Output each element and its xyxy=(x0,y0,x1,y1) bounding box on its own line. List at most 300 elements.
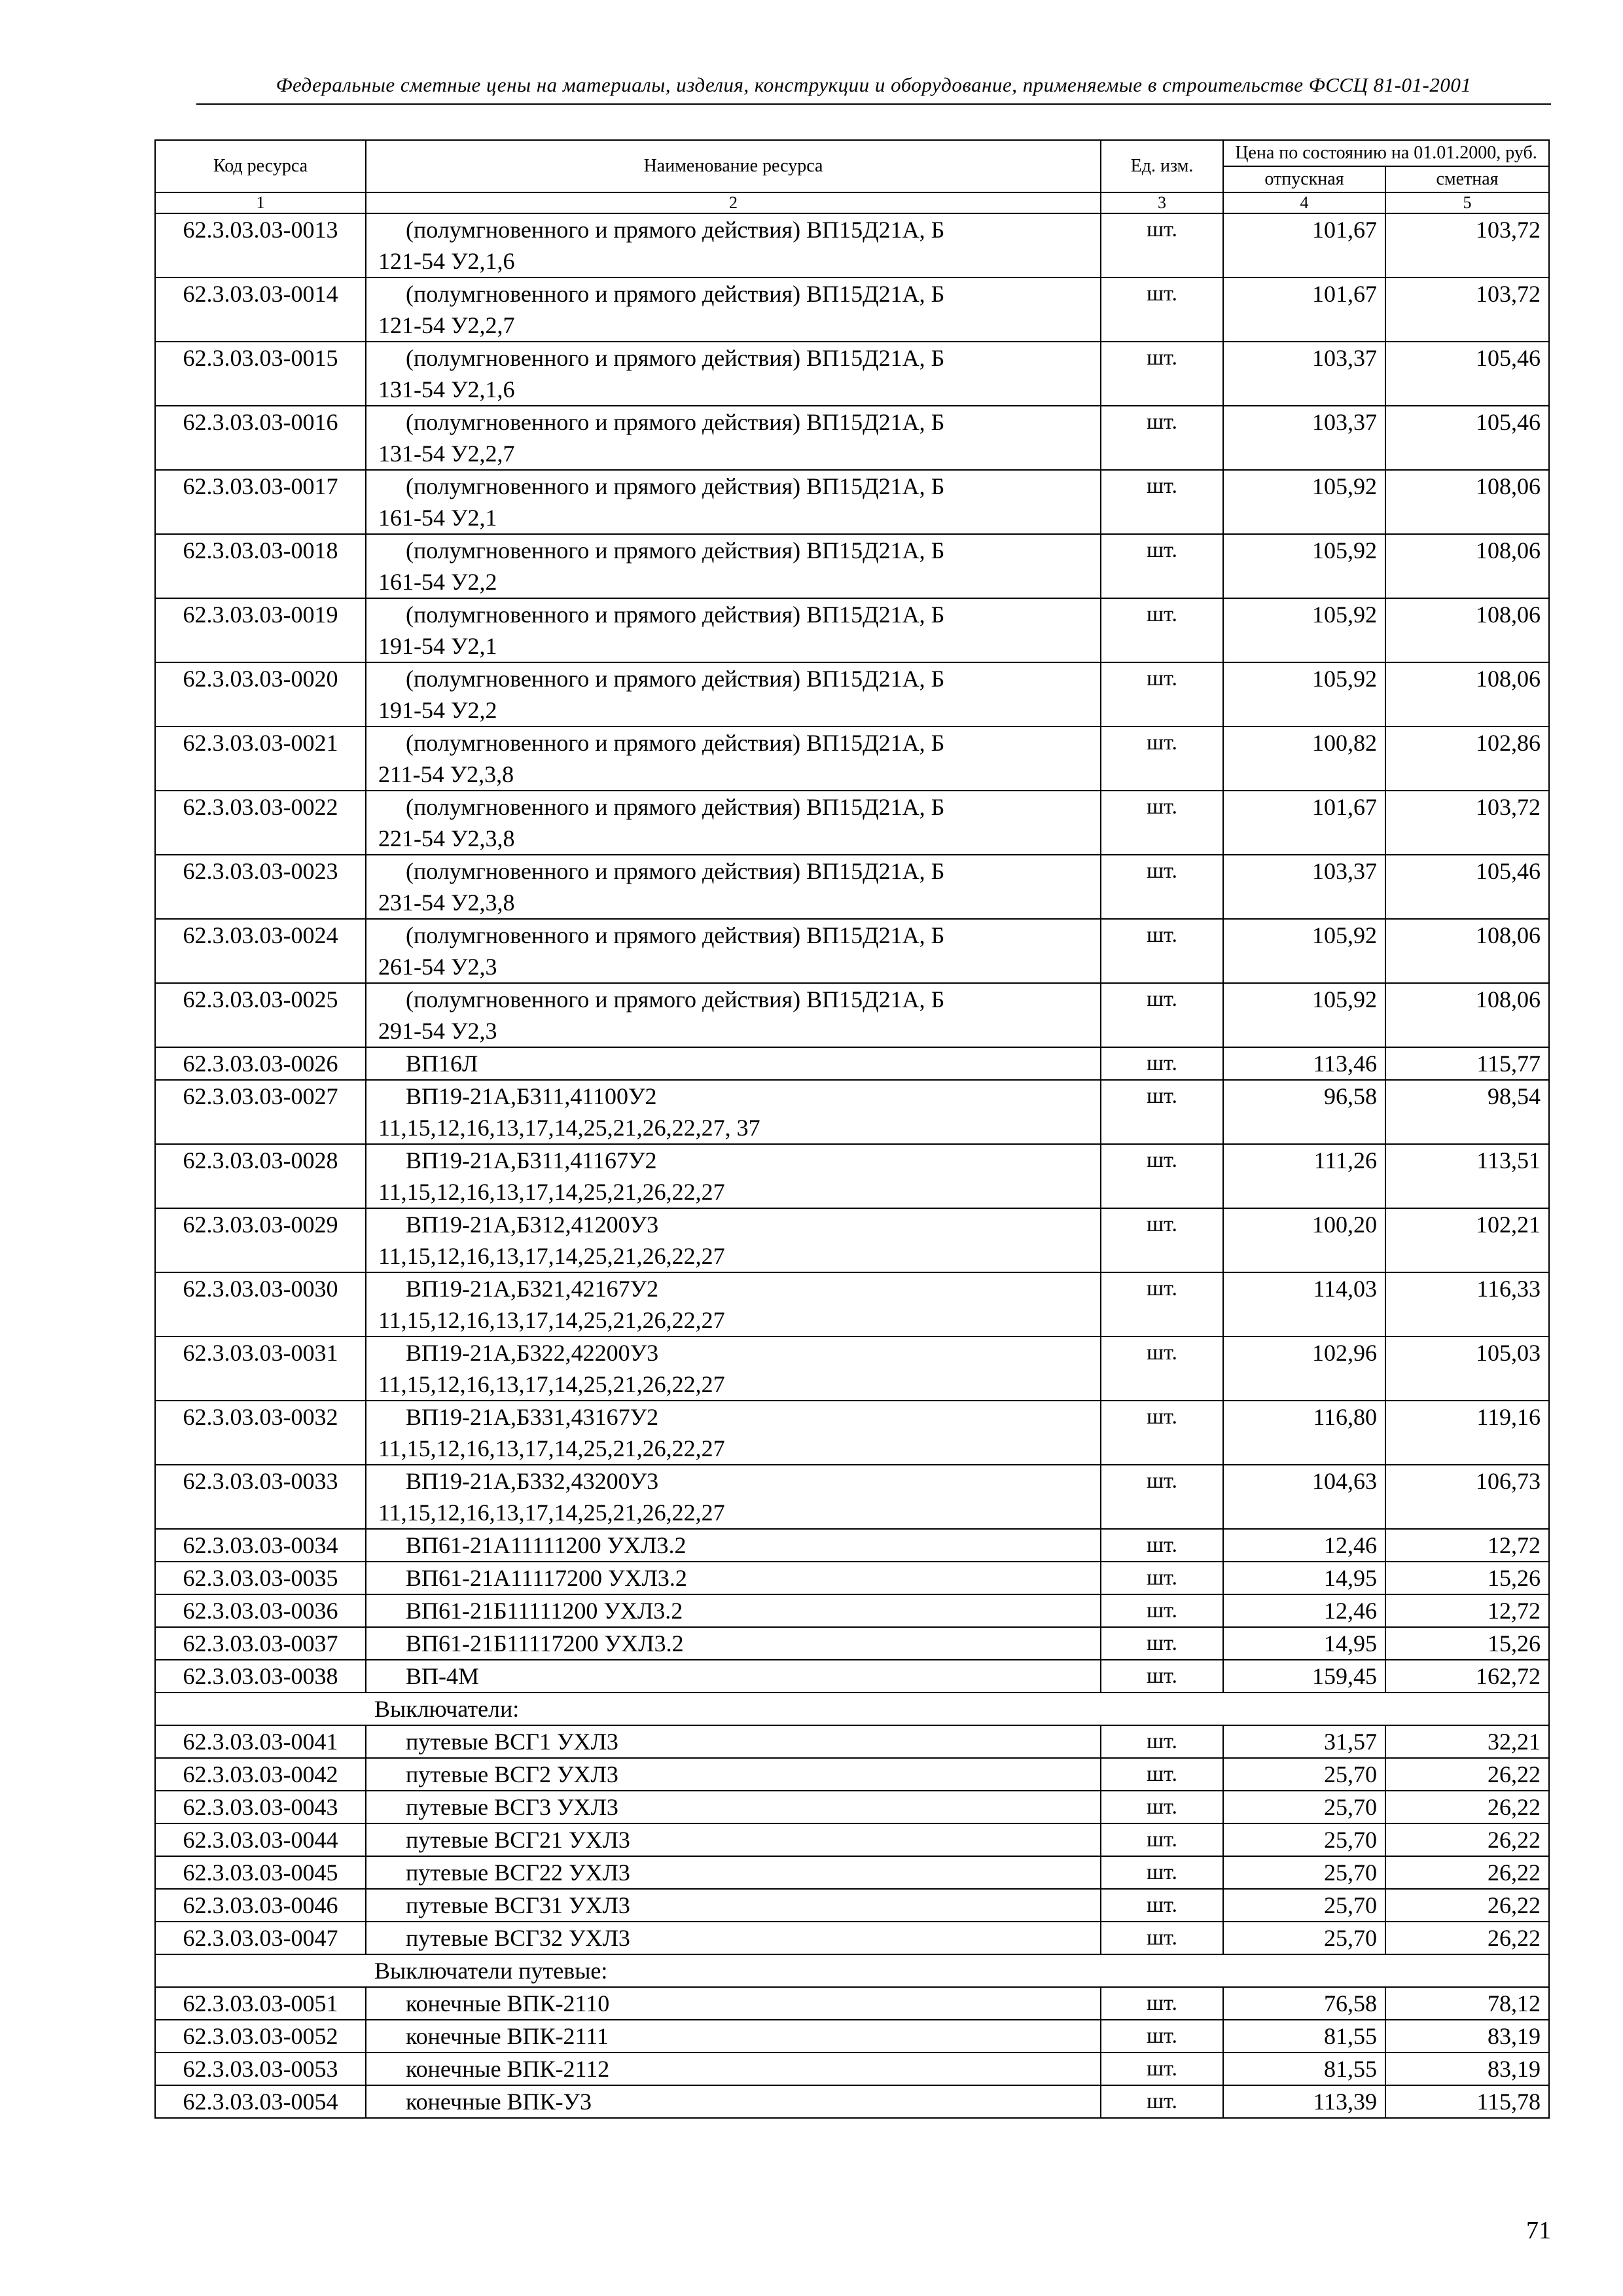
release-price: 25,70 xyxy=(1223,1823,1385,1856)
section-title: Выключатели путевые: xyxy=(155,1954,1549,1987)
resource-name-line: (полумгновенного и прямого действия) ВП15Д21А, Б xyxy=(406,794,945,820)
estimate-price: 26,22 xyxy=(1385,1758,1549,1791)
resource-name xyxy=(366,1725,1101,1758)
col-number: 4 xyxy=(1223,192,1385,213)
estimate-price: 106,73 xyxy=(1385,1465,1549,1529)
release-price: 116,80 xyxy=(1223,1401,1385,1465)
resource-name-line: (полумгновенного и прямого действия) ВП15Д21А, Б xyxy=(406,345,945,371)
resource-name-continuation: 161-54 У2,2 xyxy=(378,569,497,595)
unit: шт. xyxy=(1101,213,1223,278)
table-row xyxy=(155,213,1549,278)
unit: шт. xyxy=(1101,598,1223,662)
estimate-price: 26,22 xyxy=(1385,1889,1549,1922)
resource-name-line: ВП-4М xyxy=(406,1663,480,1689)
unit: шт. xyxy=(1101,1047,1223,1080)
resource-name-line: ВП61-21А11117200 УХЛ3.2 xyxy=(406,1565,687,1591)
release-price: 25,70 xyxy=(1223,1856,1385,1889)
resource-name-continuation: 261-54 У2,3 xyxy=(378,954,497,980)
resource-name-continuation: 161-54 У2,1 xyxy=(378,505,497,531)
resource-code: 62.3.03.03-0038 xyxy=(155,1660,366,1693)
resource-name-line: ВП19-21А,Б312,41200У3 xyxy=(406,1211,659,1238)
estimate-price: 108,06 xyxy=(1385,470,1549,534)
table-row xyxy=(155,1987,1549,2020)
unit: шт. xyxy=(1101,1594,1223,1627)
table-row xyxy=(155,278,1549,342)
unit: шт. xyxy=(1101,534,1223,598)
resource-name xyxy=(366,1144,1101,1208)
table-row xyxy=(155,1725,1549,1758)
resource-name-line: конечные ВПК-2112 xyxy=(406,2056,610,2082)
resource-code: 62.3.03.03-0013 xyxy=(155,213,366,278)
resource-name-line: (полумгновенного и прямого действия) ВП15Д21А, Б xyxy=(406,473,945,499)
resource-code: 62.3.03.03-0016 xyxy=(155,406,366,470)
resource-code: 62.3.03.03-0028 xyxy=(155,1144,366,1208)
resource-name-line: путевые ВСГ32 УХЛ3 xyxy=(406,1925,630,1951)
col-header-unit: Ед. изм. xyxy=(1101,140,1223,192)
resource-name xyxy=(366,1922,1101,1954)
resource-name-line: (полумгновенного и прямого действия) ВП15Д21А, Б xyxy=(406,537,945,564)
resource-name-line: (полумгновенного и прямого действия) ВП15Д21А, Б xyxy=(406,281,945,307)
resource-name-continuation: 231-54 У2,3,8 xyxy=(378,889,515,916)
resource-code: 62.3.03.03-0017 xyxy=(155,470,366,534)
table-row xyxy=(155,1791,1549,1823)
estimate-price: 83,19 xyxy=(1385,2020,1549,2053)
unit: шт. xyxy=(1101,1208,1223,1272)
resource-name xyxy=(366,1823,1101,1856)
unit: шт. xyxy=(1101,1562,1223,1594)
resource-name xyxy=(366,213,1101,278)
estimate-price: 103,72 xyxy=(1385,213,1549,278)
unit: шт. xyxy=(1101,1529,1223,1562)
table-row xyxy=(155,1401,1549,1465)
release-price: 76,58 xyxy=(1223,1987,1385,2020)
section-switches xyxy=(155,1693,1549,1725)
unit: шт. xyxy=(1101,1823,1223,1856)
resource-code: 62.3.03.03-0051 xyxy=(155,1987,366,2020)
unit: шт. xyxy=(1101,1465,1223,1529)
estimate-price: 26,22 xyxy=(1385,1856,1549,1889)
table-row xyxy=(155,1758,1549,1791)
resource-code: 62.3.03.03-0042 xyxy=(155,1758,366,1791)
resource-name-line: конечные ВПК-2111 xyxy=(406,2023,609,2049)
release-price: 113,46 xyxy=(1223,1047,1385,1080)
header-rule xyxy=(196,103,1551,105)
resource-name xyxy=(366,278,1101,342)
release-price: 105,92 xyxy=(1223,919,1385,983)
page-number: 71 xyxy=(1526,2217,1551,2244)
unit: шт. xyxy=(1101,406,1223,470)
resource-code: 62.3.03.03-0015 xyxy=(155,342,366,406)
release-price: 101,67 xyxy=(1223,278,1385,342)
resource-name-line: (полумгновенного и прямого действия) ВП15Д21А, Б xyxy=(406,409,945,435)
estimate-price: 108,06 xyxy=(1385,598,1549,662)
resource-name xyxy=(366,1627,1101,1660)
table-row xyxy=(155,2053,1549,2085)
release-price: 103,37 xyxy=(1223,855,1385,919)
estimate-price: 78,12 xyxy=(1385,1987,1549,2020)
resource-name xyxy=(366,2085,1101,2118)
resource-name xyxy=(366,470,1101,534)
resource-name-line: ВП61-21А11111200 УХЛ3.2 xyxy=(406,1532,687,1558)
resource-name xyxy=(366,1856,1101,1889)
unit: шт. xyxy=(1101,726,1223,791)
resource-name xyxy=(366,662,1101,726)
resource-name xyxy=(366,919,1101,983)
col-header-name: Наименование ресурса xyxy=(366,140,1101,192)
resource-name xyxy=(366,1336,1101,1401)
estimate-price: 105,03 xyxy=(1385,1336,1549,1401)
table-row xyxy=(155,662,1549,726)
table-row xyxy=(155,1660,1549,1693)
release-price: 14,95 xyxy=(1223,1562,1385,1594)
resource-name-line: ВП61-21Б11117200 УХЛ3.2 xyxy=(406,1630,684,1657)
resource-code: 62.3.03.03-0035 xyxy=(155,1562,366,1594)
resource-name-continuation: 11,15,12,16,13,17,14,25,21,26,22,27 xyxy=(378,1179,725,1205)
resource-name-continuation: 131-54 У2,2,7 xyxy=(378,440,515,467)
table-row xyxy=(155,534,1549,598)
resource-name xyxy=(366,1272,1101,1336)
resource-name xyxy=(366,1465,1101,1529)
table-row xyxy=(155,1208,1549,1272)
resource-name-line: ВП16Л xyxy=(406,1050,478,1077)
resource-name-continuation: 11,15,12,16,13,17,14,25,21,26,22,27 xyxy=(378,1435,725,1462)
resource-name-continuation: 121-54 У2,1,6 xyxy=(378,248,515,274)
resource-code: 62.3.03.03-0022 xyxy=(155,791,366,855)
unit: шт. xyxy=(1101,1725,1223,1758)
resource-name-continuation: 191-54 У2,2 xyxy=(378,697,497,723)
resource-name-line: (полумгновенного и прямого действия) ВП15Д21А, Б xyxy=(406,730,945,756)
resource-name-line: ВП19-21А,Б332,43200У3 xyxy=(406,1468,659,1494)
table-row xyxy=(155,1889,1549,1922)
unit: шт. xyxy=(1101,1987,1223,2020)
header-row xyxy=(155,140,1549,166)
estimate-price: 83,19 xyxy=(1385,2053,1549,2085)
release-price: 25,70 xyxy=(1223,1791,1385,1823)
resource-name xyxy=(366,1562,1101,1594)
resource-name-line: конечные ВПК-2110 xyxy=(406,1990,610,2017)
col-header-price: Цена по состоянию на 01.01.2000, руб. xyxy=(1223,140,1549,166)
table-row xyxy=(155,342,1549,406)
resource-name xyxy=(366,1791,1101,1823)
table-row xyxy=(155,1465,1549,1529)
release-price: 105,92 xyxy=(1223,662,1385,726)
release-price: 105,92 xyxy=(1223,534,1385,598)
estimate-price: 32,21 xyxy=(1385,1725,1549,1758)
resource-code: 62.3.03.03-0021 xyxy=(155,726,366,791)
release-price: 103,37 xyxy=(1223,342,1385,406)
unit: шт. xyxy=(1101,1660,1223,1693)
resource-name xyxy=(366,1047,1101,1080)
col-number: 2 xyxy=(366,192,1101,213)
resource-name-continuation: 11,15,12,16,13,17,14,25,21,26,22,27, 37 xyxy=(378,1115,760,1141)
unit: шт. xyxy=(1101,278,1223,342)
estimate-price: 26,22 xyxy=(1385,1922,1549,1954)
resource-code: 62.3.03.03-0023 xyxy=(155,855,366,919)
unit: шт. xyxy=(1101,919,1223,983)
estimate-price: 12,72 xyxy=(1385,1594,1549,1627)
resource-name-line: ВП19-21А,Б322,42200У3 xyxy=(406,1340,659,1366)
estimate-price: 102,21 xyxy=(1385,1208,1549,1272)
estimate-price: 26,22 xyxy=(1385,1823,1549,1856)
resource-name xyxy=(366,1987,1101,2020)
section-row xyxy=(155,1954,1549,1987)
col-header-estimate: сметная xyxy=(1385,166,1549,192)
resource-name-line: (полумгновенного и прямого действия) ВП15Д21А, Б xyxy=(406,858,945,884)
resource-code: 62.3.03.03-0037 xyxy=(155,1627,366,1660)
resource-name-continuation: 11,15,12,16,13,17,14,25,21,26,22,27 xyxy=(378,1307,725,1333)
release-price: 113,39 xyxy=(1223,2085,1385,2118)
price-rows xyxy=(155,213,1549,1693)
table-row xyxy=(155,1922,1549,1954)
resource-name xyxy=(366,1889,1101,1922)
resource-name-continuation: 11,15,12,16,13,17,14,25,21,26,22,27 xyxy=(378,1243,725,1269)
table-row xyxy=(155,2020,1549,2053)
resource-name-line: путевые ВСГ31 УХЛ3 xyxy=(406,1892,630,1918)
table-row xyxy=(155,1856,1549,1889)
table-row xyxy=(155,1529,1549,1562)
release-price: 100,82 xyxy=(1223,726,1385,791)
resource-name xyxy=(366,1594,1101,1627)
resource-name-line: путевые ВСГ3 УХЛ3 xyxy=(406,1794,618,1820)
resource-name xyxy=(366,983,1101,1047)
estimate-price: 103,72 xyxy=(1385,278,1549,342)
unit: шт. xyxy=(1101,1856,1223,1889)
table-row xyxy=(155,919,1549,983)
unit: шт. xyxy=(1101,2053,1223,2085)
resource-code: 62.3.03.03-0052 xyxy=(155,2020,366,2053)
estimate-price: 12,72 xyxy=(1385,1529,1549,1562)
resource-name-continuation: 191-54 У2,1 xyxy=(378,633,497,659)
resource-name-continuation: 221-54 У2,3,8 xyxy=(378,825,515,852)
resource-code: 62.3.03.03-0044 xyxy=(155,1823,366,1856)
resource-name xyxy=(366,2020,1101,2053)
section-track-switches xyxy=(155,1954,1549,1987)
estimate-price: 115,77 xyxy=(1385,1047,1549,1080)
estimate-price: 105,46 xyxy=(1385,855,1549,919)
release-price: 159,45 xyxy=(1223,1660,1385,1693)
resource-name-continuation: 131-54 У2,1,6 xyxy=(378,376,515,403)
unit: шт. xyxy=(1101,2020,1223,2053)
release-price: 14,95 xyxy=(1223,1627,1385,1660)
resource-name-line: путевые ВСГ22 УХЛ3 xyxy=(406,1859,630,1886)
resource-code: 62.3.03.03-0033 xyxy=(155,1465,366,1529)
unit: шт. xyxy=(1101,1791,1223,1823)
price-table xyxy=(154,139,1550,2119)
resource-name xyxy=(366,1080,1101,1144)
resource-name-line: ВП61-21Б11111200 УХЛ3.2 xyxy=(406,1598,683,1624)
resource-name-line: (полумгновенного и прямого действия) ВП15Д21А, Б xyxy=(406,601,945,628)
resource-name-line: (полумгновенного и прямого действия) ВП15Д21А, Б xyxy=(406,666,945,692)
estimate-price: 162,72 xyxy=(1385,1660,1549,1693)
resource-name xyxy=(366,406,1101,470)
release-price: 25,70 xyxy=(1223,1889,1385,1922)
resource-code: 62.3.03.03-0036 xyxy=(155,1594,366,1627)
resource-name-line: путевые ВСГ2 УХЛ3 xyxy=(406,1761,618,1787)
table-row xyxy=(155,1336,1549,1401)
col-number: 5 xyxy=(1385,192,1549,213)
unit: шт. xyxy=(1101,1758,1223,1791)
col-header-release: отпускная xyxy=(1223,166,1385,192)
resource-name xyxy=(366,342,1101,406)
resource-name-line: ВП19-21А,Б311,41100У2 xyxy=(406,1083,657,1109)
resource-name-line: ВП19-21А,Б311,41167У2 xyxy=(406,1147,657,1174)
release-price: 96,58 xyxy=(1223,1080,1385,1144)
estimate-price: 113,51 xyxy=(1385,1144,1549,1208)
estimate-price: 115,78 xyxy=(1385,2085,1549,2118)
table-row xyxy=(155,1594,1549,1627)
unit: шт. xyxy=(1101,791,1223,855)
unit: шт. xyxy=(1101,1889,1223,1922)
resource-name-line: (полумгновенного и прямого действия) ВП15Д21А, Б xyxy=(406,922,945,948)
resource-code: 62.3.03.03-0025 xyxy=(155,983,366,1047)
release-price: 101,67 xyxy=(1223,213,1385,278)
resource-code: 62.3.03.03-0030 xyxy=(155,1272,366,1336)
resource-code: 62.3.03.03-0026 xyxy=(155,1047,366,1080)
estimate-price: 108,06 xyxy=(1385,919,1549,983)
resource-code: 62.3.03.03-0020 xyxy=(155,662,366,726)
estimate-price: 102,86 xyxy=(1385,726,1549,791)
column-numbers-row xyxy=(155,192,1549,213)
resource-name-line: (полумгновенного и прямого действия) ВП15Д21А, Б xyxy=(406,986,945,1013)
resource-code: 62.3.03.03-0041 xyxy=(155,1725,366,1758)
release-price: 12,46 xyxy=(1223,1594,1385,1627)
release-price: 114,03 xyxy=(1223,1272,1385,1336)
resource-code: 62.3.03.03-0034 xyxy=(155,1529,366,1562)
release-price: 100,20 xyxy=(1223,1208,1385,1272)
unit: шт. xyxy=(1101,1336,1223,1401)
table-row xyxy=(155,1272,1549,1336)
resource-name-line: ВП19-21А,Б331,43167У2 xyxy=(406,1404,659,1430)
release-price: 102,96 xyxy=(1223,1336,1385,1401)
resource-code: 62.3.03.03-0047 xyxy=(155,1922,366,1954)
resource-name-line: (полумгновенного и прямого действия) ВП15Д21А, Б xyxy=(406,217,945,243)
section-row xyxy=(155,1693,1549,1725)
unit: шт. xyxy=(1101,1401,1223,1465)
estimate-price: 98,54 xyxy=(1385,1080,1549,1144)
resource-name-line: путевые ВСГ1 УХЛ3 xyxy=(406,1729,618,1755)
estimate-price: 26,22 xyxy=(1385,1791,1549,1823)
resource-name xyxy=(366,598,1101,662)
release-price: 104,63 xyxy=(1223,1465,1385,1529)
col-number: 3 xyxy=(1101,192,1223,213)
table-row xyxy=(155,791,1549,855)
unit: шт. xyxy=(1101,1922,1223,1954)
table-row xyxy=(155,598,1549,662)
resource-code: 62.3.03.03-0045 xyxy=(155,1856,366,1889)
running-header: Федеральные сметные цены на материалы, изделия, конструкции и оборудование, применяемые в строительстве ФССЦ 81-01-2001 xyxy=(276,73,1472,96)
estimate-price: 103,72 xyxy=(1385,791,1549,855)
section-title: Выключатели: xyxy=(155,1693,1549,1725)
estimate-price: 105,46 xyxy=(1385,406,1549,470)
table-row xyxy=(155,1047,1549,1080)
release-price: 25,70 xyxy=(1223,1758,1385,1791)
release-price: 25,70 xyxy=(1223,1922,1385,1954)
release-price: 101,67 xyxy=(1223,791,1385,855)
resource-name xyxy=(366,726,1101,791)
resource-name xyxy=(366,791,1101,855)
estimate-price: 116,33 xyxy=(1385,1272,1549,1336)
table-row xyxy=(155,1627,1549,1660)
resource-code: 62.3.03.03-0043 xyxy=(155,1791,366,1823)
unit: шт. xyxy=(1101,983,1223,1047)
resource-code: 62.3.03.03-0054 xyxy=(155,2085,366,2118)
resource-name xyxy=(366,855,1101,919)
unit: шт. xyxy=(1101,1627,1223,1660)
resource-name-continuation: 291-54 У2,3 xyxy=(378,1018,497,1044)
resource-name xyxy=(366,534,1101,598)
release-price: 111,26 xyxy=(1223,1144,1385,1208)
unit: шт. xyxy=(1101,342,1223,406)
resource-code: 62.3.03.03-0027 xyxy=(155,1080,366,1144)
resource-name xyxy=(366,2053,1101,2085)
resource-code: 62.3.03.03-0024 xyxy=(155,919,366,983)
col-number: 1 xyxy=(155,192,366,213)
table-row xyxy=(155,470,1549,534)
resource-name xyxy=(366,1758,1101,1791)
table-row xyxy=(155,1080,1549,1144)
table-row xyxy=(155,983,1549,1047)
estimate-price: 15,26 xyxy=(1385,1627,1549,1660)
resource-name-line: путевые ВСГ21 УХЛ3 xyxy=(406,1827,630,1853)
resource-code: 62.3.03.03-0046 xyxy=(155,1889,366,1922)
resource-name xyxy=(366,1529,1101,1562)
estimate-price: 105,46 xyxy=(1385,342,1549,406)
release-price: 31,57 xyxy=(1223,1725,1385,1758)
unit: шт. xyxy=(1101,855,1223,919)
release-price: 12,46 xyxy=(1223,1529,1385,1562)
unit: шт. xyxy=(1101,470,1223,534)
resource-name-continuation: 11,15,12,16,13,17,14,25,21,26,22,27 xyxy=(378,1371,725,1397)
resource-name-line: ВП19-21А,Б321,42167У2 xyxy=(406,1276,659,1302)
resource-code: 62.3.03.03-0014 xyxy=(155,278,366,342)
resource-code: 62.3.03.03-0029 xyxy=(155,1208,366,1272)
table-row xyxy=(155,406,1549,470)
release-price: 81,55 xyxy=(1223,2053,1385,2085)
estimate-price: 119,16 xyxy=(1385,1401,1549,1465)
resource-name-line: конечные ВПК-У3 xyxy=(406,2089,592,2115)
switch-rows xyxy=(155,1725,1549,1954)
release-price: 105,92 xyxy=(1223,598,1385,662)
resource-code: 62.3.03.03-0031 xyxy=(155,1336,366,1401)
release-price: 103,37 xyxy=(1223,406,1385,470)
resource-name-continuation: 121-54 У2,2,7 xyxy=(378,312,515,338)
table-row xyxy=(155,2085,1549,2118)
resource-name-continuation: 211-54 У2,3,8 xyxy=(378,761,514,787)
resource-code: 62.3.03.03-0032 xyxy=(155,1401,366,1465)
table-row xyxy=(155,726,1549,791)
resource-name xyxy=(366,1208,1101,1272)
resource-name-continuation: 11,15,12,16,13,17,14,25,21,26,22,27 xyxy=(378,1499,725,1526)
table-row xyxy=(155,1823,1549,1856)
unit: шт. xyxy=(1101,662,1223,726)
release-price: 105,92 xyxy=(1223,983,1385,1047)
estimate-price: 108,06 xyxy=(1385,983,1549,1047)
resource-name xyxy=(366,1401,1101,1465)
unit: шт. xyxy=(1101,2085,1223,2118)
table-row xyxy=(155,1562,1549,1594)
release-price: 81,55 xyxy=(1223,2020,1385,2053)
unit: шт. xyxy=(1101,1144,1223,1208)
table-row xyxy=(155,1144,1549,1208)
unit: шт. xyxy=(1101,1080,1223,1144)
estimate-price: 108,06 xyxy=(1385,662,1549,726)
resource-code: 62.3.03.03-0018 xyxy=(155,534,366,598)
unit: шт. xyxy=(1101,1272,1223,1336)
estimate-price: 15,26 xyxy=(1385,1562,1549,1594)
resource-code: 62.3.03.03-0019 xyxy=(155,598,366,662)
release-price: 105,92 xyxy=(1223,470,1385,534)
col-header-code: Код ресурса xyxy=(155,140,366,192)
